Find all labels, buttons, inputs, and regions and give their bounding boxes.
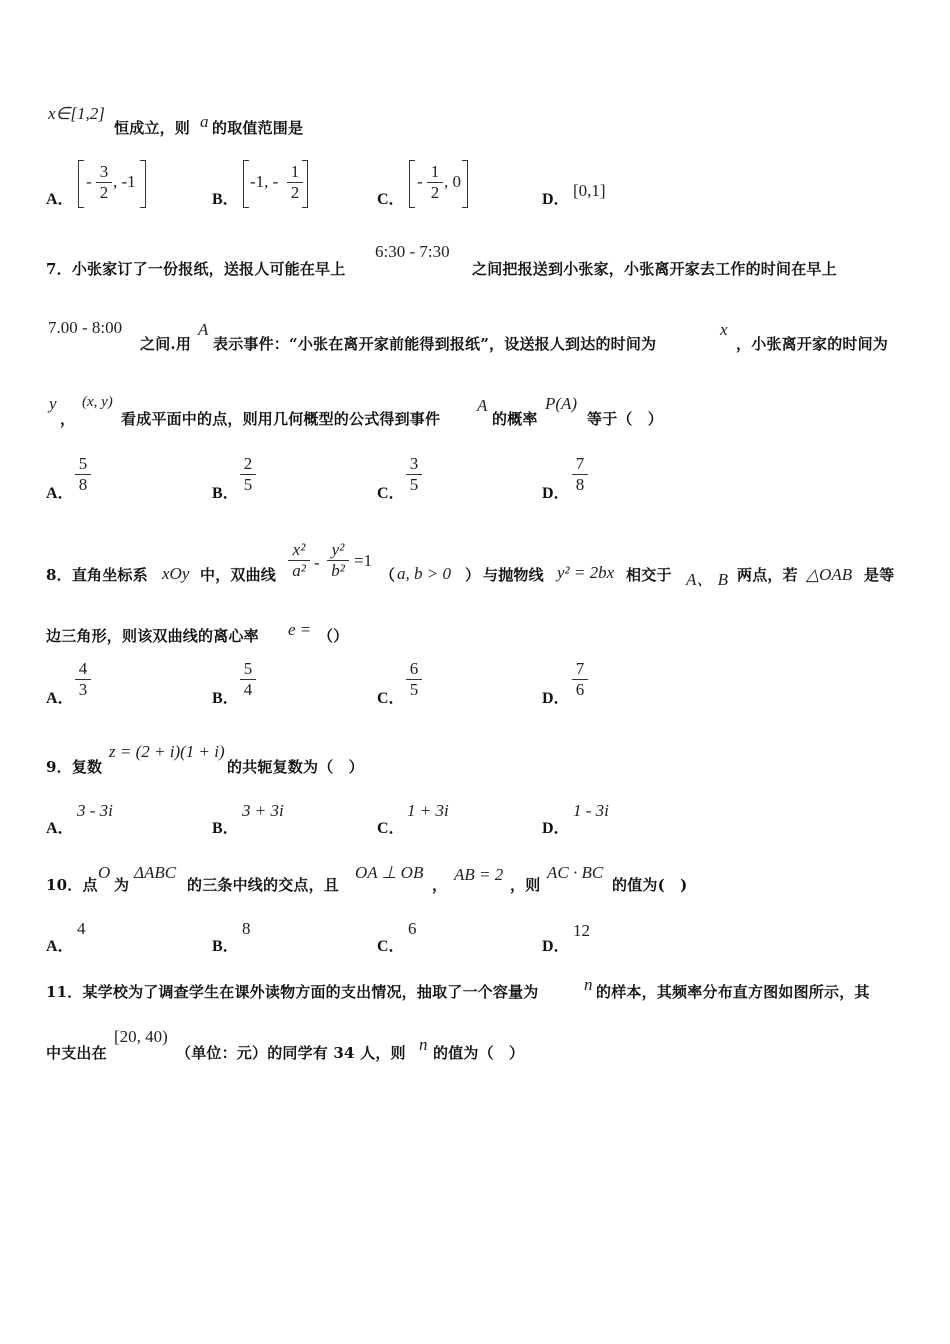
q8-option-b-fraction: $\frac{5}{4}$ <box>240 659 256 700</box>
q8-paren-open: （ <box>380 566 396 584</box>
q10-text-1: 10．点 <box>46 876 98 894</box>
q7-var-x: x <box>720 320 728 339</box>
q6-option-a-label[interactable]: A． <box>46 191 74 208</box>
q7-time-range-2: 7.00 - 8:00 <box>48 318 123 337</box>
q11-text-2: 的样本，其频率分布直方图如图所示，其 <box>596 983 870 1001</box>
q10-text-4: ，则 <box>510 876 541 894</box>
q8-text-3: 与抛物线 <box>483 566 544 584</box>
q7-text-4: 表示事件：“小张在离开家前能得到报纸”，设送报人到达的时间为 <box>213 335 657 353</box>
q6-option-c-tail: , 0 <box>444 172 461 191</box>
q7-option-d-fraction: $\frac{7}{8}$ <box>572 454 588 495</box>
q9-option-d-label[interactable]: D． <box>542 820 570 837</box>
q6-option-b-fraction: $\frac{1}{2}$ <box>287 162 303 203</box>
q8-points-ab: A、 B <box>686 570 729 589</box>
q7-text-2: 之间把报送到小张家，小张离开家去工作的时间在早上 <box>472 260 837 278</box>
q8-triangle: △OAB <box>806 565 853 584</box>
q7-option-d-label[interactable]: D． <box>542 485 570 502</box>
q9-complex-z: z = (2 + i)(1 + i) <box>109 742 225 761</box>
q6-option-c-minus: - <box>417 172 423 191</box>
q9-text-1: 9．复数 <box>46 758 103 776</box>
q10-perpendicular: OA ⊥ OB <box>355 863 424 882</box>
q7-comma: ， <box>60 410 76 428</box>
q6-option-b-bracket-close <box>302 160 308 208</box>
q8-option-c-label[interactable]: C． <box>377 690 405 707</box>
q7-option-a-fraction: $\frac{5}{8}$ <box>75 454 91 495</box>
q6-option-d-value: [0,1] <box>573 181 606 200</box>
q8-option-c-fraction: $\frac{6}{5}$ <box>406 659 422 700</box>
q8-fraction-y: $\frac{\text{y²}}{\text{b²}}$ <box>327 540 349 581</box>
q8-option-a-fraction: $\frac{4}{3}$ <box>75 659 91 700</box>
q8-paren-close: ） <box>465 566 481 584</box>
q8-text-6: 是等 <box>864 566 895 584</box>
q7-event-a-2: A <box>477 396 488 415</box>
q6-option-c-bracket-close <box>462 160 468 208</box>
q8-minus: - <box>314 553 320 572</box>
q10-point-o: O <box>98 863 111 882</box>
q10-option-d-value: 12 <box>573 921 590 940</box>
q6-option-b-bracket-open <box>243 160 249 208</box>
q10-option-c-label[interactable]: C． <box>377 938 405 955</box>
q7-point-xy: (x, y) <box>82 394 113 410</box>
q7-text-8: 等于（ ） <box>587 410 664 428</box>
q8-equals-one: =1 <box>354 551 373 570</box>
q8-text-5: 两点，若 <box>737 566 798 584</box>
q7-text-7: 的概率 <box>492 410 538 428</box>
q10-text-2: 为 <box>114 876 130 894</box>
q7-option-c-label[interactable]: C． <box>377 485 405 502</box>
q8-eccentricity: e = <box>288 620 312 639</box>
q8-parabola: y² = 2bx <box>557 563 615 582</box>
q9-option-a-label[interactable]: A． <box>46 820 74 837</box>
q9-option-b-label[interactable]: B． <box>212 820 239 837</box>
q10-text-3: 的三条中线的交点，且 <box>187 876 340 894</box>
q8-option-b-label[interactable]: B． <box>212 690 239 707</box>
q6-text-2: 的取值范围是 <box>212 119 304 137</box>
q8-text-2: 中，双曲线 <box>200 566 277 584</box>
q10-option-b-value: 8 <box>242 919 251 938</box>
q11-var-n: n <box>584 975 593 994</box>
q6-option-b-head: -1, - <box>250 172 279 191</box>
q6-option-a-minus: - <box>86 172 92 191</box>
q11-text-3: 中支出在 <box>46 1044 107 1062</box>
q7-option-c-fraction: $\frac{3}{5}$ <box>406 454 422 495</box>
q7-text-1: 7．小张家订了一份报纸，送报人可能在早上 <box>46 260 346 278</box>
q10-comma: ， <box>432 876 448 894</box>
q11-text-5: 的值为（ ） <box>433 1044 525 1062</box>
q9-option-c-value: 1 + 3i <box>407 801 449 820</box>
q8-text-4: 相交于 <box>626 566 672 584</box>
q8-option-d-fraction: $\frac{7}{6}$ <box>572 659 588 700</box>
q6-option-a-fraction: $\frac{3}{2}$ <box>96 162 112 203</box>
q9-option-b-value: 3 + 3i <box>242 801 284 820</box>
q9-option-d-value: 1 - 3i <box>573 801 609 820</box>
q8-option-d-label[interactable]: D． <box>542 690 570 707</box>
q6-option-d-label[interactable]: D． <box>542 191 570 208</box>
q10-text-5: 的值为( ) <box>612 876 688 894</box>
q7-text-5: ，小张离开家的时间为 <box>736 335 889 353</box>
q7-text-3: 之间.用 <box>140 335 192 353</box>
q6-option-c-label[interactable]: C． <box>377 191 405 208</box>
q9-option-c-label[interactable]: C． <box>377 820 405 837</box>
q7-prob-pa: P(A) <box>545 394 578 413</box>
q10-ab-length: AB = 2 <box>454 865 504 884</box>
q11-text-4: （单位：元）的同学有 34 人，则 <box>176 1044 406 1062</box>
q6-option-c-fraction: $\frac{1}{2}$ <box>427 162 443 203</box>
q11-var-n-2: n <box>419 1035 428 1054</box>
q8-text-1: 8．直角坐标系 <box>46 566 148 584</box>
q7-text-6: 看成平面中的点，则用几何概型的公式得到事件 <box>121 410 441 428</box>
q7-option-b-label[interactable]: B． <box>212 485 239 502</box>
q6-option-a-bracket-open <box>78 160 84 208</box>
q10-dot-product: AC · BC <box>547 863 604 882</box>
q6-var-a: a <box>200 112 209 131</box>
q9-text-2: 的共轭复数为（ ） <box>227 758 364 776</box>
q7-option-a-label[interactable]: A． <box>46 485 74 502</box>
q9-option-a-value: 3 - 3i <box>77 801 113 820</box>
q10-triangle-abc: ΔABC <box>134 863 177 882</box>
q8-text-8: （） <box>318 627 349 645</box>
q6-option-b-label[interactable]: B． <box>212 191 239 208</box>
q6-option-c-bracket-open <box>409 160 415 208</box>
q6-option-a-tail: , -1 <box>113 172 136 191</box>
q10-option-d-label[interactable]: D． <box>542 938 570 955</box>
q7-time-range-1: 6:30 - 7:30 <box>375 242 450 261</box>
q8-system-xoy: xOy <box>162 564 190 583</box>
q11-text-1: 11．某学校为了调查学生在课外读物方面的支出情况，抽取了一个容量为 <box>46 983 539 1001</box>
q8-option-a-label[interactable]: A． <box>46 690 74 707</box>
q10-option-b-label[interactable]: B． <box>212 938 239 955</box>
q7-option-b-fraction: $\frac{2}{5}$ <box>240 454 256 495</box>
q10-option-a-label[interactable]: A． <box>46 938 74 955</box>
q7-event-a: A <box>198 320 209 339</box>
q7-var-y: y <box>49 394 57 413</box>
q8-condition-ab: a, b > 0 <box>397 564 451 583</box>
q8-fraction-x: $\frac{\text{x²}}{\text{a²}}$ <box>288 540 310 581</box>
q10-option-c-value: 6 <box>408 919 417 938</box>
q6-option-a-bracket-close <box>140 160 146 208</box>
q6-condition-math: x∈[1,2] <box>48 104 105 123</box>
q8-text-7: 边三角形，则该双曲线的离心率 <box>46 627 259 645</box>
q10-option-a-value: 4 <box>77 919 86 938</box>
q6-text: 恒成立，则 <box>114 119 191 137</box>
q11-interval: [20, 40) <box>114 1027 168 1046</box>
